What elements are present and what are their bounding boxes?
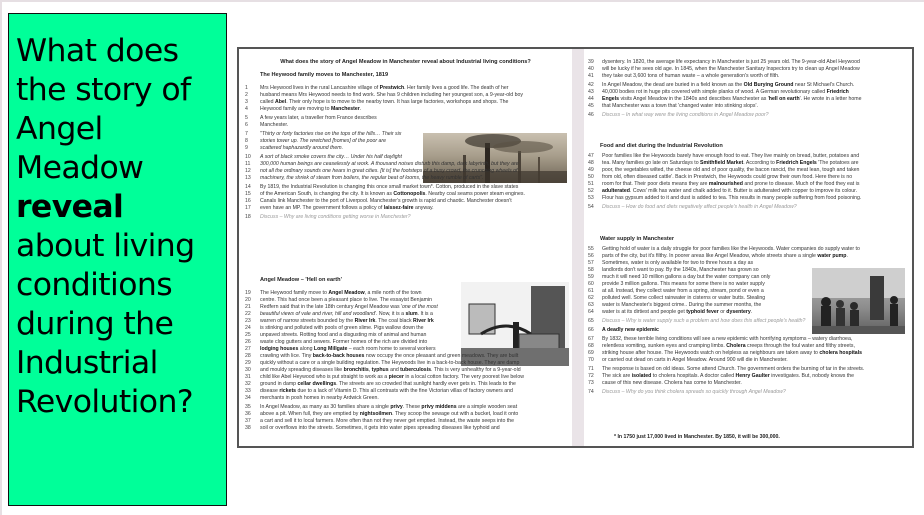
line-number: 17 [245,205,251,211]
line-number: 20 [245,297,251,303]
left-text-line: In Angel Meadow, as many as 30 families share a single privy. These privy middens are a simple wooden seat [260,404,518,410]
right-text-line: Flour has gypsum added to it and dust is added to tea. This results in many people suffering from food poisoning. [602,195,862,201]
line-number: 28 [245,353,251,359]
document-page-left [239,49,572,446]
line-number: 73 [588,380,594,386]
water-pump-crowd-image [812,268,905,334]
line-number: 8 [245,138,248,144]
line-number: 68 [588,343,594,349]
line-number: 21 [245,304,251,310]
right-text-line: relentless vomiting, sunken eyes and cramping limbs. Cholera creeps through the foul water and filthy streets, [602,343,855,349]
line-number: 59 [588,274,594,280]
right-text-line: much it will need 10 million gallons a day but the water company can only [602,274,771,280]
left-text-line: Redfern said that in the late 18th century Angel Meadow was 'one of the most [260,304,438,310]
left-text-line: Canals link Manchester to the port of Liverpool. Manchester's growth is rapid and chaotic. Manchester doesn't [260,198,512,204]
line-number: 74 [588,389,594,395]
question-part1: What does the story of Angel Meadow [16,33,191,186]
line-number: 57 [588,260,594,266]
line-number: 29 [245,360,251,366]
right-text-line: A deadly new epidemic [602,327,659,333]
line-number: 53 [588,195,594,201]
question-part2: about living conditions during the Industrial Revolution? [16,228,195,420]
line-number: 26 [245,339,251,345]
line-number: 39 [588,59,594,65]
left-text-line: even have an MP. The government follows a policy of laissez-faire anyway. [260,205,434,211]
right-text-line: will be lucky if he sees old age. In 1845, when the Manchester Sanitary Inspectors try to clean up Angel Meadow [602,66,860,72]
left-text-line: husband means Mrs Heywood needs to find work. She has 9 children including her youngest son, a 9-year-old boy [260,92,523,98]
line-number: 64 [588,309,594,315]
line-number: 67 [588,336,594,342]
line-number: 69 [588,350,594,356]
line-number: 23 [245,318,251,324]
line-number: 44 [588,96,594,102]
question-emphasis: reveal [16,189,124,225]
right-text-line: Discuss – Why is water supply such a problem and how does this affect people's health? [602,318,806,324]
line-number: 18 [245,214,251,220]
line-number: 14 [245,184,251,190]
line-number: 54 [588,204,594,210]
left-text-line: stories tower up. The wretched [homes] of the poor are [260,138,387,144]
line-number: 71 [588,366,594,372]
line-number: 50 [588,174,594,180]
line-number: 6 [245,122,248,128]
slide-top-edge [0,0,924,2]
left-text-line: and mouldy spreading diseases like bronchitis, typhus and tuberculosis. This is very unhealthy for a 9-year-old [260,367,521,373]
left-text-line: unpaved streets. Rotting food and a disgusting mix of animal and human [260,332,427,338]
line-number: 47 [588,153,594,159]
right-text-line: Getting hold of water is a daily struggle for poor families like the Heywoods. Water companies do supply water to [602,246,860,252]
left-text-line: not all the ordinary sounds one hears in great cities. [It is] the footsteps of a busy crowd, the crunching wheels of [260,168,518,174]
heading-food-diet: Food and diet during the Industrial Revolution [600,143,723,149]
line-number: 24 [245,325,251,331]
line-number: 58 [588,267,594,273]
line-number: 38 [245,425,251,431]
line-number: 42 [588,82,594,88]
left-text-line: is stinking and polluted with pools of green slime. Pigs wallow down the [260,325,424,331]
left-text-line: 300,000 human beings are ceaselessly at work. A thousand noises disturb this damp, dark labyrinth, but they are [260,161,519,167]
left-text-line: merchants in posh homes in nearby Ardwick Green. [260,395,379,401]
left-text-line: By 1819, the Industrial Revolution is changing this once small market town*. Cotton, produced in the slave states [260,184,519,190]
line-number: 12 [245,168,251,174]
right-text-line: 40,000 bodies rot in huge pits covered with simple planks of wood. A German revolutionary called Friedrich [602,89,849,95]
right-text-line: parts of the city, but it's filthy. In poorer areas like Angel Meadow, whole streets share a single water pump. [602,253,848,259]
right-text-line: water is at its dirtiest and people get typhoid fever or dysentery. [602,309,753,315]
right-text-line: dysentery. In 1820, the average life expectancy in Manchester is just 25 years old. The 9-year-old Abel Heywood [602,59,860,65]
line-number: 11 [245,161,251,167]
right-text-line: water is Manchester's biggest crime.. During the summer months, the [602,302,762,308]
right-text-line: that Manchester was a town that 'changed water into stinking slops'. [602,103,758,109]
line-number: 35 [245,404,251,410]
left-text-line: A few years later, a traveller from France describes [260,115,377,121]
line-number: 41 [588,73,594,79]
left-text-line: of the American South, is changing the city. It is known as Cottonopolis. Nearby coal seams power steam engines. [260,191,525,197]
footnote: * In 1750 just 17,000 lived in Manchester. By 1850, it will be 300,000. [614,434,780,440]
right-text-line: The response is based on old ideas. Some attend Church. The government orders the burning of tar in the streets. [602,366,865,372]
line-number: 27 [245,346,251,352]
line-number: 61 [588,288,594,294]
left-text-line: Mrs Heywood lives in the rural Lancashire village of Prestwich. Her family lives a good life. The death of her [260,85,509,91]
right-text-line: polluted well. Some collect rainwater in cisterns or water butts. Stealing [602,295,766,301]
line-number: 45 [588,103,594,109]
line-number: 37 [245,418,251,424]
line-number: 13 [245,175,251,181]
line-number: 55 [588,246,594,252]
right-text-line: Discuss – How do food and diets negatively affect people's health in Angel Meadow? [602,204,797,210]
right-text-line: Discuss – Why do you think cholera spreads so quickly through Angel Meadow? [602,389,786,395]
left-text-line: A sort of black smoke covers the city… Under his half daylight [260,154,402,160]
line-number: 32 [245,381,251,387]
line-number: 70 [588,357,594,363]
line-number: 60 [588,281,594,287]
left-text-line: lodging houses along Long Millgate – each room home to several workers [260,346,436,352]
right-text-line: Sometimes, water is only available for two to three hours a day as [602,260,754,266]
left-text-line: called Abel. Their only hope is to move to the nearby town. It has large factories, workshops and shops. The [260,99,509,105]
line-number: 46 [588,112,594,118]
heading-water-supply: Water supply in Manchester [600,236,675,242]
line-number: 43 [588,89,594,95]
right-text-line: or carried out dead on carts in Angel Meadow. Around 900 will die in Manchester. [602,357,788,363]
line-number: 30 [245,367,251,373]
line-number: 2 [245,92,248,98]
line-number: 65 [588,318,594,324]
right-text-line: they take out 3,600 tons of human waste – a whole generation's worth of filth. [602,73,780,79]
left-text-line: warren of narrow streets bounded by the River Irk. The coal black River Irk [260,318,434,324]
document-frame [237,47,914,448]
left-text-line: waste clog gutters and sewers. Former homes of the rich are divided into [260,339,428,345]
document-title: What does the story of Angel Meadow in Manchester reveal about Industrial living conditions? [280,59,531,65]
line-number: 4 [245,106,248,112]
right-text-line: cause of this new disease. Cholera has come to Manchester. [602,380,742,386]
left-text-line: Manchester. [260,122,289,128]
line-number: 19 [245,290,251,296]
document-page-right [584,49,912,446]
left-text-line: beautiful views of vale and river, hill and woodland'. Now, it is a slum. It is a [260,311,433,317]
line-number: 36 [245,411,251,417]
line-number: 1 [245,85,248,91]
heading-hell-on-earth: Angel Meadow – 'Hell on earth' [260,277,342,283]
right-text-line: striking house after house. The Heywoods watch on helpless as neighbours are taken away to cholera hospitals [602,350,863,356]
left-text-line: centre. This had once been a pleasant place to live. The essayist Benjamin [260,297,432,303]
left-text-line: a cart and sell it to local farmers. More often than not they never get emptied. Instead, the waste seeps into the [260,418,515,424]
left-text-line: child like Abel Heywood who is put straight to work as a piecer in a local cotton factory. The very poorest live below [260,374,524,380]
right-text-line: In Angel Meadow, the dead are buried in a field known as the Old Burying Ground near St Michael's Church. [602,82,855,88]
left-text-line: Heywood family are moving to Manchester. [260,106,362,112]
heading-heywood-moves: The Heywood family moves to Manchester, 1819 [260,72,389,78]
question-text [16,32,226,422]
line-number: 9 [245,145,248,151]
line-number: 25 [245,332,251,338]
line-number: 3 [245,99,248,105]
question-box [8,13,227,506]
left-text-line: disease rickets due to a lack of Vitamin D. This all contrasts with the fine Victorian villas of factory owners and [260,388,513,394]
line-number: 51 [588,181,594,187]
right-text-line: provide 3 million gallons. This means for some there is no water supply [602,281,765,287]
right-text-line: Discuss – In what way were the living conditions in Angel Meadow poor? [602,112,769,118]
line-number: 72 [588,373,594,379]
line-number: 48 [588,160,594,166]
line-number: 16 [245,198,251,204]
right-text-line: The sick are isolated to cholera hospitals. A doctor called Henry Gaulter investigates. But, nobody knows the [602,373,855,379]
line-number: 22 [245,311,251,317]
right-text-line: room for that. Their poor diets means they are malnourished and prone to disease. Much of the food they eat is [602,181,860,187]
right-text-line: tea. Many families go late on Saturdays to Smithfield Market. According to Friedrich Engels 'The potatoes are [602,160,859,166]
right-text-line: poor, the vegetables wilted, the cheese old and of poor quality, the bacon rancid, the meat lean, tough and taken [602,167,860,173]
line-number: 62 [588,295,594,301]
left-text-line: machinery, the shriek of steam from boilers, the regular beat of looms, the heavy rumble of carts". [260,175,484,181]
right-text-line: By 1832, these terrible living conditions will see a new epidemic with horrifying symptoms – watery diarrhoea, [602,336,853,342]
right-text-line: Engels visits Angel Meadow in the 1840s and describes Manchester as 'hell on earth'. He wrote in a letter home [602,96,862,102]
line-number: 49 [588,167,594,173]
right-text-line: from old, often diseased cattle'. Back in Prestwich, the Heywoods could grow their own food. Here there is no [602,174,853,180]
right-text-line: adulterated. Cows' milk has water and chalk added to it. Butter is adulterated with copper to improve its colour. [602,188,858,194]
line-number: 34 [245,395,251,401]
left-text-line: quickly without a care or a single building regulation. The Heywoods live in a back-to-back house. They are damp [260,360,520,366]
line-number: 7 [245,131,248,137]
line-number: 63 [588,302,594,308]
left-text-line: crawling with lice. Tiny back-to-back houses now occupy the once pleasant and green meadows. They are built [260,353,519,359]
left-text-line: "Thirty or forty factories rise on the tops of the hills… Their six [260,131,402,137]
right-text-line: landlords don't want to pay. By the 1840s, Manchester has grown so [602,267,759,273]
line-number: 15 [245,191,251,197]
left-text-line: above a pit. When full, they are emptied by nightsoilmen. They scoop the sewage out with a bucket, load it onto [260,411,519,417]
line-number: 5 [245,115,248,121]
line-number: 31 [245,374,251,380]
right-text-line: Poor families like the Heywoods barely have enough food to eat. They live mainly on bread, butter, potatoes and [602,153,860,159]
line-number: 66 [588,327,594,333]
line-number: 33 [245,388,251,394]
left-text-line: ground in damp cellar dwellings. The streets are so crowded that sunlight hardly ever gets in. This leads to the [260,381,516,387]
line-number: 40 [588,66,594,72]
right-text-line: at all. Instead, they collect water from a spring, stream, pond or even a [602,288,764,294]
page-gutter [572,49,584,446]
left-text-line: soil or overflows into the streets. Sometimes, it gets into water pipes spreading diseases like typhoid and [260,425,500,431]
left-text-line: Discuss – Why are living conditions getting worse in Manchester? [260,214,411,220]
slide-left-edge [0,0,2,515]
line-number: 56 [588,253,594,259]
line-number: 52 [588,188,594,194]
left-text-line: The Heywood family move to Angel Meadow, a mile north of the town [260,290,422,296]
water-pump-illustration [812,268,905,334]
line-number: 10 [245,154,251,160]
left-text-line: scattered haphazardly around them. [260,145,344,151]
